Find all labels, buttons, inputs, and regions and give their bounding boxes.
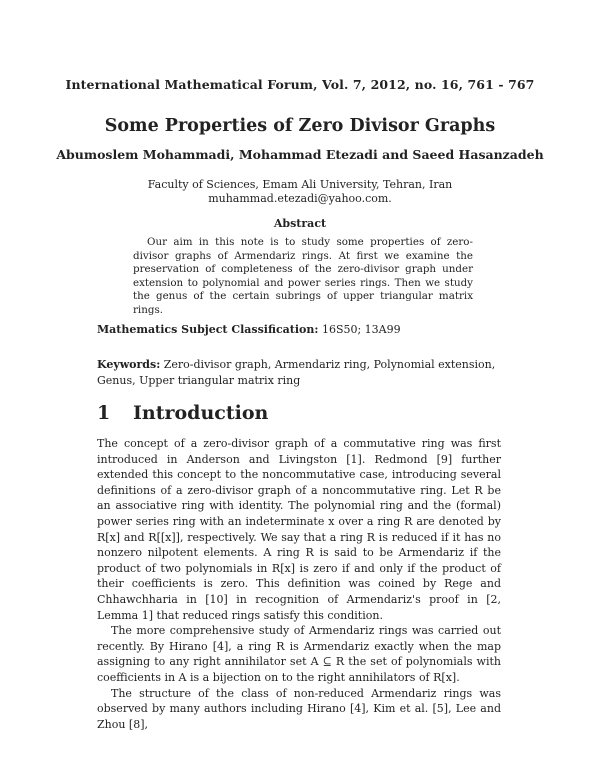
author-list: Abumoslem Mohammadi, Mohammad Etezadi and Saeed Hasanzadeh <box>56 147 544 162</box>
keywords-value: Zero-divisor graph, Armendariz ring, Polynomial extension, Genus, Upper triangular matrix ring <box>97 358 496 387</box>
affiliation-block <box>0 178 600 206</box>
subject-classification <box>97 323 501 336</box>
abstract-heading: Abstract <box>273 217 327 230</box>
section-body <box>97 436 501 732</box>
journal-header: International Mathematical Forum, Vol. 7, 2012, no. 16, 761 - 767 <box>65 77 535 92</box>
classification-label: Mathematics Subject Classification: <box>97 323 319 336</box>
affiliation: Faculty of Sciences, Emam Ali University, Tehran, Iran <box>147 178 453 191</box>
keywords-label: Keywords: <box>97 358 161 371</box>
section-heading <box>97 402 268 424</box>
body-paragraph: The structure of the class of non-reduced Armendariz rings was observed by many authors including Hirano [4], Kim et al. [5], Lee and Zhou [8], <box>97 686 501 731</box>
email: muhammad.etezadi@yahoo.com. <box>208 192 392 205</box>
keywords <box>97 357 501 389</box>
abstract-text: Our aim in this note is to study some properties of zero-divisor graphs of Armendariz rings. At first we examine the preservation of completeness of the zero-divisor graph under extension to polynomial and power series rings. Then we study the genus of the certain subrings of upper triangular matrix rings. <box>133 236 473 316</box>
classification-value: 16S50; 13A99 <box>321 323 401 336</box>
body-paragraph: The more comprehensive study of Armendariz rings was carried out recently. By Hirano [4], a ring R is Armendariz exactly when the map assigning to any right annihilator set A ⊆ R the set of polynomials with coefficients in A is a bijection on to the right annihilators of R[x]. <box>97 624 501 684</box>
paper-title: Some Properties of Zero Divisor Graphs <box>104 116 496 136</box>
section-title: Introduction <box>133 402 269 424</box>
body-paragraph: The concept of a zero-divisor graph of a commutative ring was first introduced in Anderson and Livingston [1]. Redmond [9] further extended this concept to the noncommutative case, introducing several definitions of a zero-divisor graph of a noncommutative ring. Let R be an associative ring with identity. The polynomial ring and the (formal) power series ring with an indeterminate x over a ring R are denoted by R[x] and R[[x]], respectively. We say that a ring R is reduced if it has no nonzero nilpotent elements. A ring R is said to be Armendariz if the product of two polynomials in R[x] is zero if and only if the product of their coefficients is zero. This definition was coined by Rege and Chhawchharia in [10] in recognition of Armendariz's proof in [2, Lemma 1] that reduced rings satisfy this condition. <box>97 437 501 622</box>
section-number: 1 <box>97 402 111 424</box>
